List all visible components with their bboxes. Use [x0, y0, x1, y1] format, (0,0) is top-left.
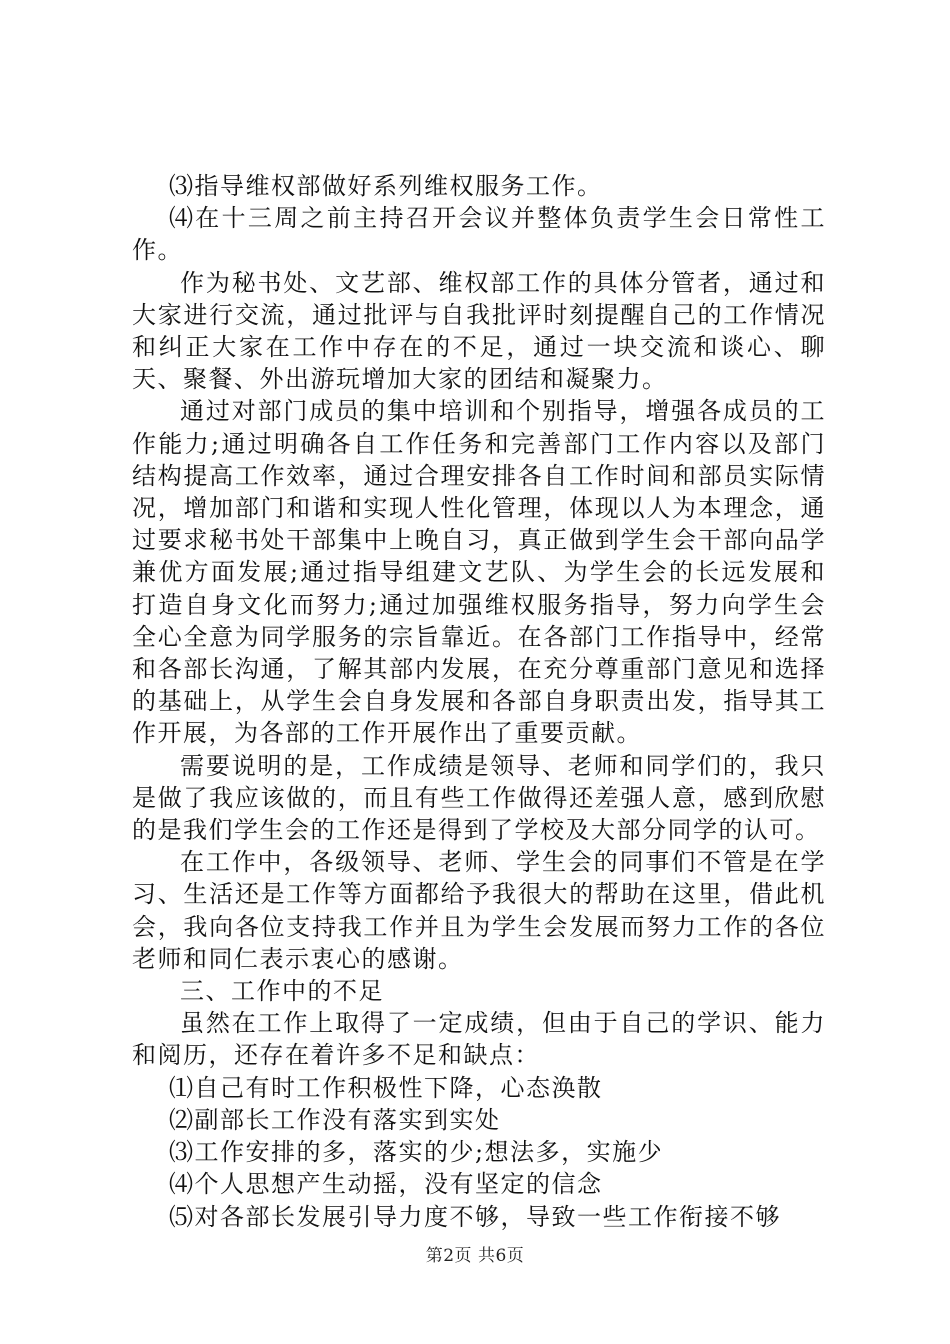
- body-paragraph: 虽然在工作上取得了一定成绩，但由于自己的学识、能力和阅历，还存在着许多不足和缺点：: [132, 1009, 826, 1070]
- list-item: ⑷在十三周之前主持召开会议并整体负责学生会日常性工作。: [132, 204, 826, 265]
- list-item: ⑸对各部长发展引导力度不够，导致一些工作衔接不够: [169, 1202, 781, 1231]
- list-item: ⑴自己有时工作积极性下降，心态涣散: [169, 1073, 603, 1102]
- list-item: ⑶工作安排的多，落实的少;想法多，实施少: [169, 1138, 664, 1167]
- body-paragraph: 在工作中，各级领导、老师、学生会的同事们不管是在学习、生活还是工作等方面都给予我很大的帮助在这里，借此机会，我向各位支持我工作并且为学生会发展而努力工作的各位老师和同仁表示衷心的感谢。: [132, 848, 826, 973]
- body-paragraph: 通过对部门成员的集中培训和个别指导，增强各成员的工作能力;通过明确各自工作任务和完善部门工作内容以及部门结构提高工作效率，通过合理安排各自工作时间和部员实际情况，增加部门和谐和实现人性化管理，体现以人为本理念，通过要求秘书处干部集中上晚自习，真正做到学生会干部向品学兼优方面发展;通过指导组建文艺队、为学生会的长远发展和打造自身文化而努力;通过加强维权服务指导，努力向学生会全心全意为同学服务的宗旨靠近。在各部门工作指导中，经常和各部长沟通，了解其部内发展，在充分尊重部门意见和选择的基础上，从学生会自身发展和各部自身职责出发，指导其工作开展，为各部的工作开展作出了重要贡献。: [132, 397, 826, 748]
- list-item: ⑶指导维权部做好系列维权服务工作。: [169, 172, 603, 200]
- section-heading: 三、工作中的不足: [180, 977, 384, 1006]
- page-number-footer: 第2页 共6页: [425, 1246, 525, 1266]
- body-paragraph: 作为秘书处、文艺部、维权部工作的具体分管者，通过和大家进行交流，通过批评与自我批评时刻提醒自己的工作情况和纠正大家在工作中存在的不足，通过一块交流和谈心、聊天、聚餐、外出游玩增加大家的团结和凝聚力。: [132, 268, 826, 394]
- document-body: [132, 170, 826, 1233]
- body-paragraph: 需要说明的是，工作成绩是领导、老师和同学们的，我只是做了我应该做的，而且有些工作做得还差强人意，感到欣慰的是我们学生会的工作还是得到了学校及大部分同学的认可。: [132, 751, 826, 845]
- list-item: ⑷个人思想产生动摇，没有坚定的信念: [169, 1170, 603, 1199]
- list-item: ⑵副部长工作没有落实到实处: [169, 1105, 501, 1134]
